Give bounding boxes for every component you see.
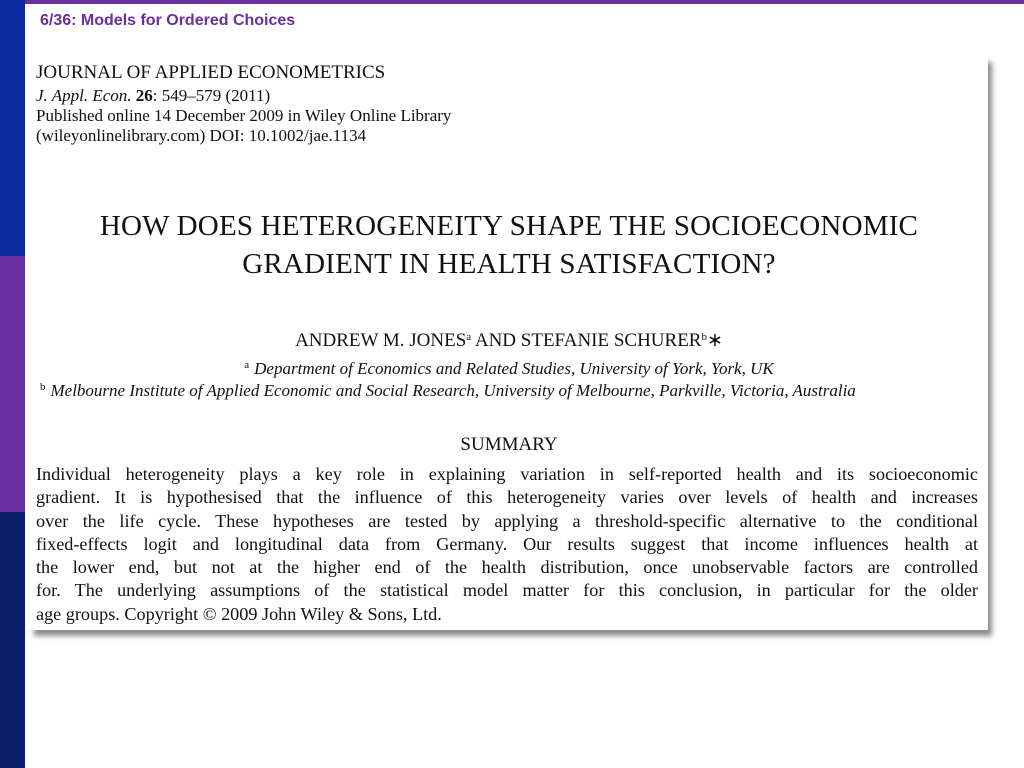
affiliation-b: [40, 381, 856, 401]
abstract-text: [36, 463, 978, 626]
paper-title-line-1: HOW DOES HETEROGENEITY SHAPE THE SOCIOECONOMIC: [99, 210, 919, 242]
author-1: ANDREW M. JONES: [295, 330, 467, 351]
paper-excerpt-image: [30, 56, 988, 630]
left-bar-bottom-segment: [0, 512, 25, 768]
affiliation-a-mark: a: [244, 359, 250, 371]
author-1-mark: a: [466, 331, 472, 343]
journal-name: JOURNAL OF APPLIED ECONOMETRICS: [36, 62, 386, 83]
abstract-line: fixed-effects logit and longitudinal data from Germany. Our results suggest that income influences health at: [36, 533, 978, 554]
doi-line: (wileyonlinelibrary.com) DOI: 10.1002/jae.1134: [36, 126, 367, 145]
author-2: STEFANIE SCHURER: [520, 330, 702, 351]
abstract-line: Individual heterogeneity plays a key role in explaining variation in self-reported health and its socioeconomic: [36, 464, 978, 484]
corresponding-mark: ∗: [706, 330, 723, 351]
author-2-mark: b: [701, 331, 707, 343]
summary-heading: SUMMARY: [460, 434, 558, 455]
affiliation-b-text: Melbourne Institute of Applied Economic and Social Research, University of Melbourne, Parkville, Victoria, Australia: [50, 381, 856, 400]
affiliation-a: [30, 359, 988, 379]
top-rule: [25, 0, 1024, 4]
authors-line: [30, 329, 988, 352]
affiliation-b-mark: b: [40, 381, 46, 393]
left-bar-top-segment: [0, 0, 25, 256]
published-line: Published online 14 December 2009 in Wiley Online Library: [36, 106, 452, 125]
abstract-line: over the life cycle. These hypotheses are tested by applying a threshold-specific alternative to the conditional: [36, 510, 978, 531]
slide-title: 6/36: Models for Ordered Choices: [40, 12, 296, 29]
abstract-line: age groups. Copyright © 2009 John Wiley & Sons, Ltd.: [36, 603, 442, 624]
left-bar-middle-segment: [0, 256, 25, 512]
paper-title-line-2: GRADIENT IN HEALTH SATISFACTION?: [242, 248, 776, 280]
journal-abbrev: J. Appl. Econ.: [36, 86, 132, 105]
citation-line: [36, 86, 270, 106]
journal-volume: 26: [135, 86, 153, 105]
abstract-line: the lower end, but not at the higher end of the health distribution, once unobservable factors are controlled: [36, 557, 978, 578]
pages-year: : 549–579 (2011): [152, 86, 271, 105]
abstract-line: for. The underlying assumptions of the statistical model matter for this conclusion, in particular for the older: [36, 580, 978, 601]
author-connector: AND: [471, 330, 521, 351]
abstract-line: gradient. It is hypothesised that the influence of this heterogeneity varies over levels of health and increases: [36, 487, 978, 508]
left-decorative-bar: [0, 0, 25, 768]
affiliation-a-text: Department of Economics and Related Studies, University of York, York, UK: [254, 359, 774, 378]
